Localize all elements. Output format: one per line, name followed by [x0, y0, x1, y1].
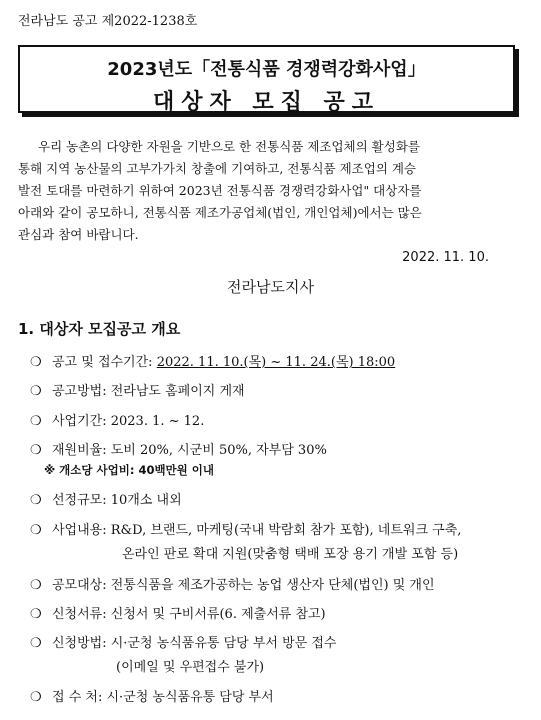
list-item-period — [30, 351, 395, 370]
circle-bullet-icon: ❍ — [30, 523, 42, 538]
intro-line: 아래와 같이 공모하니, 전통식품 제조가공업체(법인, 개인업체)에서는 많은 — [18, 205, 422, 220]
circle-bullet-icon: ❍ — [30, 636, 42, 651]
circle-bullet-icon: ❍ — [30, 355, 42, 370]
intro-line: 통해 지역 농산물의 고부가가치 창출에 기여하고, 전통식품 제조업의 계승 — [18, 161, 417, 176]
list-item-scale — [30, 489, 182, 508]
documents-text: 신청서류: 신청서 및 구비서류(6. 제출서류 참고) — [52, 607, 326, 622]
circle-bullet-icon: ❍ — [30, 493, 42, 508]
list-item-method — [30, 380, 245, 399]
title-line-1: 2023년도「전통식품 경쟁력강화사업」 — [107, 59, 426, 80]
intro-line: 발전 토대를 마련하기 위하여 2023년 전통식품 경쟁력강화사업" 대상자를 — [18, 183, 422, 198]
intro-line: 관심과 참여 바랍니다. — [18, 227, 139, 242]
method-text: 공고방법: 전라남도 홈페이지 게재 — [52, 384, 245, 399]
period-value: 2022. 11. 10.(목) ~ 11. 24.(목) 18:00 — [156, 355, 396, 370]
intro-paragraph — [18, 136, 521, 246]
period-label: 공고 및 접수기간: — [52, 355, 153, 370]
title-line-2: 대상자 모집 공고 — [152, 90, 381, 115]
circle-bullet-icon: ❍ — [30, 578, 42, 593]
section-1-title: 1. 대상자 모집공고 개요 — [18, 320, 181, 338]
funding-note: ※ 개소당 사업비: 40백만원 이내 — [44, 463, 214, 477]
list-item-apply — [30, 632, 336, 651]
list-item-office — [30, 686, 274, 705]
apply-line-1: 신청방법: 시·군청 농식품유통 담당 부서 방문 접수 — [52, 636, 337, 651]
content-line-2: 온라인 판로 확대 지원(맞춤형 택배 포장 용기 개발 포함 등) — [122, 547, 459, 562]
target-text: 공모대상: 전통식품을 제조가공하는 농업 생산자 단체(법인) 및 개인 — [52, 578, 435, 593]
notice-date: 2022. 11. 10. — [402, 250, 489, 265]
list-item-project-period — [30, 410, 204, 429]
project-period-text: 사업기간: 2023. 1. ~ 12. — [52, 414, 205, 429]
apply-line-2: (이메일 및 우편접수 불가) — [116, 660, 265, 675]
title-box — [18, 45, 515, 113]
circle-bullet-icon: ❍ — [30, 443, 42, 458]
list-item-funding — [30, 439, 327, 458]
circle-bullet-icon: ❍ — [30, 384, 42, 399]
scale-text: 선정규모: 10개소 내외 — [52, 493, 182, 508]
circle-bullet-icon: ❍ — [30, 414, 42, 429]
intro-line: 우리 농촌의 다양한 자원을 기반으로 한 전통식품 제조업체의 활성화를 — [38, 139, 420, 154]
circle-bullet-icon: ❍ — [30, 690, 42, 705]
list-item-target — [30, 574, 435, 593]
funding-text: 재원비율: 도비 20%, 시군비 50%, 자부담 30% — [52, 443, 327, 458]
circle-bullet-icon: ❍ — [30, 607, 42, 622]
office-text: 접 수 처: 시·군청 농식품유통 담당 부서 — [52, 690, 274, 705]
content-line-1: 사업내용: R&D, 브랜드, 마케팅(국내 박람회 참가 포함), 네트워크 구축, — [52, 523, 462, 538]
list-item-documents — [30, 603, 326, 622]
notice-number: 전라남도 공고 제2022-1238호 — [18, 14, 198, 29]
organization-name: 전라남도지사 — [227, 278, 314, 296]
list-item-content — [30, 519, 461, 538]
